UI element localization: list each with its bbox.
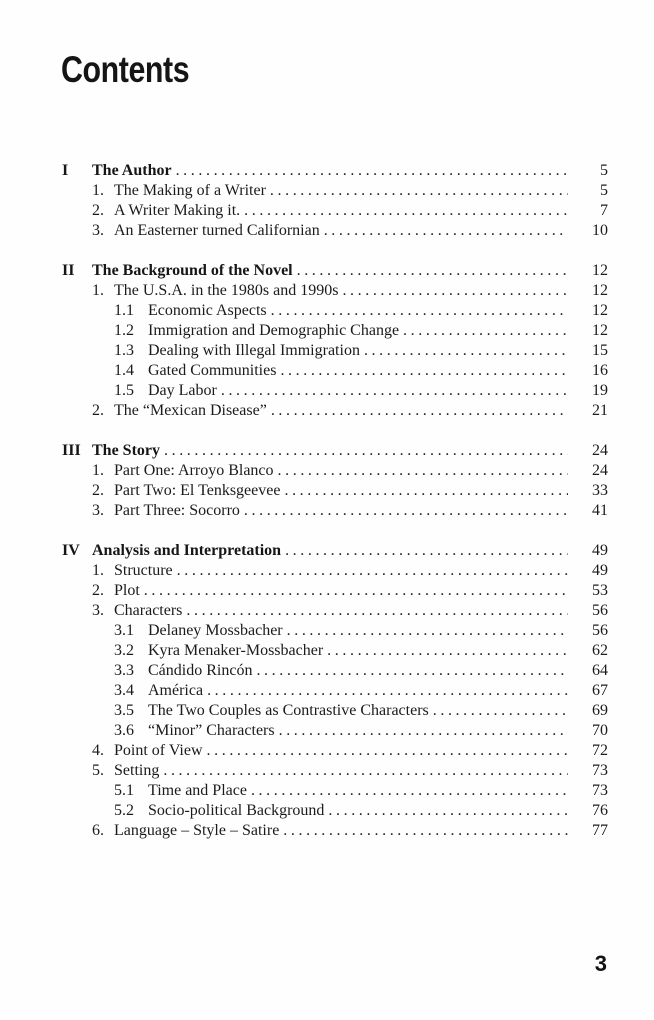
dot-leader bbox=[144, 581, 568, 601]
toc-entry-title: Socio-political Background bbox=[148, 802, 325, 819]
toc-entry-row bbox=[92, 741, 608, 761]
toc-entry-row bbox=[114, 781, 608, 801]
toc-page-number: 62 bbox=[592, 642, 608, 659]
toc-section-row bbox=[62, 541, 608, 561]
toc-entry-number: 3.5 bbox=[114, 702, 134, 719]
toc-page-number: 64 bbox=[592, 662, 608, 679]
dot-leader bbox=[164, 441, 568, 461]
toc-page-number: 73 bbox=[592, 782, 608, 799]
toc-entry-row bbox=[114, 321, 608, 341]
dot-leader bbox=[287, 621, 568, 641]
toc-entry-row bbox=[114, 661, 608, 681]
dot-leader bbox=[342, 281, 568, 301]
toc-page-number: 53 bbox=[592, 582, 608, 599]
toc bbox=[62, 161, 608, 841]
toc-entry-title: Economic Aspects bbox=[148, 302, 267, 319]
dot-leader bbox=[186, 601, 568, 621]
toc-entry-number: 1.1 bbox=[114, 302, 134, 319]
toc-entry-number: 6. bbox=[92, 822, 104, 839]
toc-entry-title: An Easterner turned Californian bbox=[114, 222, 320, 239]
dot-leader bbox=[207, 681, 568, 701]
toc-entry-row bbox=[92, 561, 608, 581]
dot-leader bbox=[285, 541, 568, 561]
dot-leader bbox=[176, 161, 568, 181]
dot-leader bbox=[284, 481, 568, 501]
toc-section-title: The Author bbox=[92, 162, 172, 179]
dot-leader bbox=[327, 641, 568, 661]
toc-entry-row bbox=[92, 401, 608, 421]
toc-entry-number: 5.2 bbox=[114, 802, 134, 819]
dot-leader bbox=[244, 501, 568, 521]
toc-page-number: 12 bbox=[592, 322, 608, 339]
toc-section-numeral: IV bbox=[62, 542, 80, 559]
dot-leader bbox=[403, 321, 568, 341]
toc-page-number: 24 bbox=[592, 442, 608, 459]
toc-entry-row bbox=[92, 281, 608, 301]
toc-entry-number: 3.1 bbox=[114, 622, 134, 639]
toc-entry-row bbox=[92, 221, 608, 241]
toc-entry-row bbox=[92, 821, 608, 841]
dot-leader bbox=[324, 221, 568, 241]
toc-entry-number: 5.1 bbox=[114, 782, 134, 799]
toc-entry-title: Cándido Rincón bbox=[148, 662, 253, 679]
toc-page-number: 15 bbox=[592, 342, 608, 359]
toc-entry-title: Part Three: Socorro bbox=[114, 502, 240, 519]
dot-leader bbox=[221, 381, 568, 401]
toc-entry-number: 3.2 bbox=[114, 642, 134, 659]
toc-entry-row bbox=[92, 481, 608, 501]
toc-entry-number: 1. bbox=[92, 462, 104, 479]
toc-entry-row bbox=[114, 341, 608, 361]
toc-section-numeral: II bbox=[62, 262, 75, 279]
toc-entry-title: Part Two: El Tenksgeevee bbox=[114, 482, 281, 499]
dot-leader bbox=[364, 341, 568, 361]
toc-page-number: 49 bbox=[592, 562, 608, 579]
dot-leader bbox=[271, 301, 568, 321]
toc-entry-row bbox=[114, 641, 608, 661]
toc-entry-number: 2. bbox=[92, 582, 104, 599]
toc-entry-number: 1. bbox=[92, 182, 104, 199]
toc-entry-number: 3.4 bbox=[114, 682, 134, 699]
toc-entry-title: Kyra Menaker-Mossbacher bbox=[148, 642, 324, 659]
toc-section bbox=[62, 441, 608, 521]
toc-entry-row bbox=[114, 801, 608, 821]
toc-page-number: 5 bbox=[600, 162, 608, 179]
toc-entry-title: The U.S.A. in the 1980s and 1990s bbox=[114, 282, 339, 299]
dot-leader bbox=[271, 401, 568, 421]
toc-entry-title: Immigration and Demographic Change bbox=[148, 322, 400, 339]
toc-section-numeral: I bbox=[62, 162, 69, 179]
toc-entry-number: 4. bbox=[92, 742, 104, 759]
toc-entry-row bbox=[92, 201, 608, 221]
toc-entry-number: 2. bbox=[92, 202, 104, 219]
toc-entry-row bbox=[92, 581, 608, 601]
dot-leader bbox=[328, 801, 568, 821]
dot-leader bbox=[270, 181, 568, 201]
toc-page-number: 76 bbox=[592, 802, 608, 819]
toc-entry-number: 3. bbox=[92, 602, 104, 619]
toc-entry-row bbox=[114, 621, 608, 641]
toc-entry-title: América bbox=[148, 682, 204, 699]
toc-page-number: 70 bbox=[592, 722, 608, 739]
toc-page-number: 12 bbox=[592, 262, 608, 279]
toc-page-number: 19 bbox=[592, 382, 608, 399]
toc-entry-number: 1. bbox=[92, 282, 104, 299]
toc-entry-title: Day Labor bbox=[148, 382, 217, 399]
toc-section-title: The Background of the Novel bbox=[92, 262, 293, 279]
toc-page-number: 41 bbox=[592, 502, 608, 519]
dot-leader bbox=[177, 561, 568, 581]
toc-page-number: 56 bbox=[592, 602, 608, 619]
toc-entry-title: The Making of a Writer bbox=[114, 182, 266, 199]
toc-entry-row bbox=[92, 761, 608, 781]
toc-entry-number: 1.5 bbox=[114, 382, 134, 399]
toc-entry-title: The Two Couples as Contrastive Characters bbox=[148, 702, 429, 719]
toc-entry-number: 2. bbox=[92, 482, 104, 499]
toc-entry-number: 3. bbox=[92, 222, 104, 239]
toc-page-number: 72 bbox=[592, 742, 608, 759]
toc-entry-number: 1.4 bbox=[114, 362, 134, 379]
toc-entry-number: 1.2 bbox=[114, 322, 134, 339]
toc-page-number: 21 bbox=[592, 402, 608, 419]
toc-section-numeral: III bbox=[62, 442, 81, 459]
toc-entry-title: A Writer Making it. bbox=[114, 202, 241, 219]
toc-entry-row bbox=[92, 181, 608, 201]
toc-entry-row bbox=[114, 721, 608, 741]
toc-entry-number: 1.3 bbox=[114, 342, 134, 359]
toc-entry-row bbox=[114, 701, 608, 721]
toc-entry-title: Language – Style – Satire bbox=[114, 822, 280, 839]
toc-entry-title: Delaney Mossbacher bbox=[148, 622, 283, 639]
dot-leader bbox=[433, 701, 568, 721]
toc-section-title: Analysis and Interpretation bbox=[92, 542, 282, 559]
toc-page-number: 7 bbox=[600, 202, 608, 219]
toc-entry-title: The “Mexican Disease” bbox=[114, 402, 267, 419]
toc-page-number: 24 bbox=[592, 462, 608, 479]
toc-entry-title: Setting bbox=[114, 762, 160, 779]
toc-entry-number: 3.3 bbox=[114, 662, 134, 679]
dot-leader bbox=[283, 821, 568, 841]
toc-entry-title: “Minor” Characters bbox=[148, 722, 275, 739]
toc-entry-title: Part One: Arroyo Blanco bbox=[114, 462, 274, 479]
toc-entry-title: Gated Communities bbox=[148, 362, 277, 379]
toc-page-number: 49 bbox=[592, 542, 608, 559]
toc-page-number: 10 bbox=[592, 222, 608, 239]
dot-leader bbox=[279, 721, 568, 741]
dot-leader bbox=[207, 741, 568, 761]
toc-entry-number: 3. bbox=[92, 502, 104, 519]
toc-entry-number: 5. bbox=[92, 762, 104, 779]
toc-entry-number: 1. bbox=[92, 562, 104, 579]
folio-page-number: 3 bbox=[594, 951, 607, 976]
toc-entry-title: Dealing with Illegal Immigration bbox=[148, 342, 360, 359]
dot-leader bbox=[244, 201, 568, 221]
toc-page-number: 33 bbox=[592, 482, 608, 499]
toc-page-number: 5 bbox=[600, 182, 608, 199]
toc-section-row bbox=[62, 441, 608, 461]
toc-entry-row bbox=[92, 501, 608, 521]
toc-entry-title: Structure bbox=[114, 562, 173, 579]
dot-leader bbox=[251, 781, 568, 801]
toc-entry-row bbox=[114, 381, 608, 401]
toc-section-row bbox=[62, 161, 608, 181]
toc-entry-title: Point of View bbox=[114, 742, 203, 759]
toc-page-number: 56 bbox=[592, 622, 608, 639]
toc-entry-number: 3.6 bbox=[114, 722, 134, 739]
toc-page-number: 77 bbox=[592, 822, 608, 839]
page-title: Contents bbox=[61, 49, 190, 90]
dot-leader bbox=[280, 361, 568, 381]
toc-section bbox=[62, 161, 608, 241]
dot-leader bbox=[297, 261, 568, 281]
dot-leader bbox=[256, 661, 568, 681]
toc-entry-row bbox=[92, 461, 608, 481]
toc-page-number: 69 bbox=[592, 702, 608, 719]
toc-section-row bbox=[62, 261, 608, 281]
toc-page-number: 16 bbox=[592, 362, 608, 379]
toc-section-title: The Story bbox=[92, 442, 160, 459]
toc-entry-title: Characters bbox=[114, 602, 183, 619]
toc-page-number: 12 bbox=[592, 302, 608, 319]
toc-entry-title: Time and Place bbox=[148, 782, 247, 799]
toc-entry-row bbox=[92, 601, 608, 621]
toc-page-number: 67 bbox=[592, 682, 608, 699]
toc-entry-number: 2. bbox=[92, 402, 104, 419]
dot-leader bbox=[278, 461, 568, 481]
toc-section bbox=[62, 261, 608, 421]
toc-page-number: 73 bbox=[592, 762, 608, 779]
toc-entry-row bbox=[114, 681, 608, 701]
dot-leader bbox=[163, 761, 568, 781]
toc-section bbox=[62, 541, 608, 841]
toc-page-number: 12 bbox=[592, 282, 608, 299]
toc-entry-title: Plot bbox=[114, 582, 140, 599]
toc-entry-row bbox=[114, 361, 608, 381]
toc-entry-row bbox=[114, 301, 608, 321]
